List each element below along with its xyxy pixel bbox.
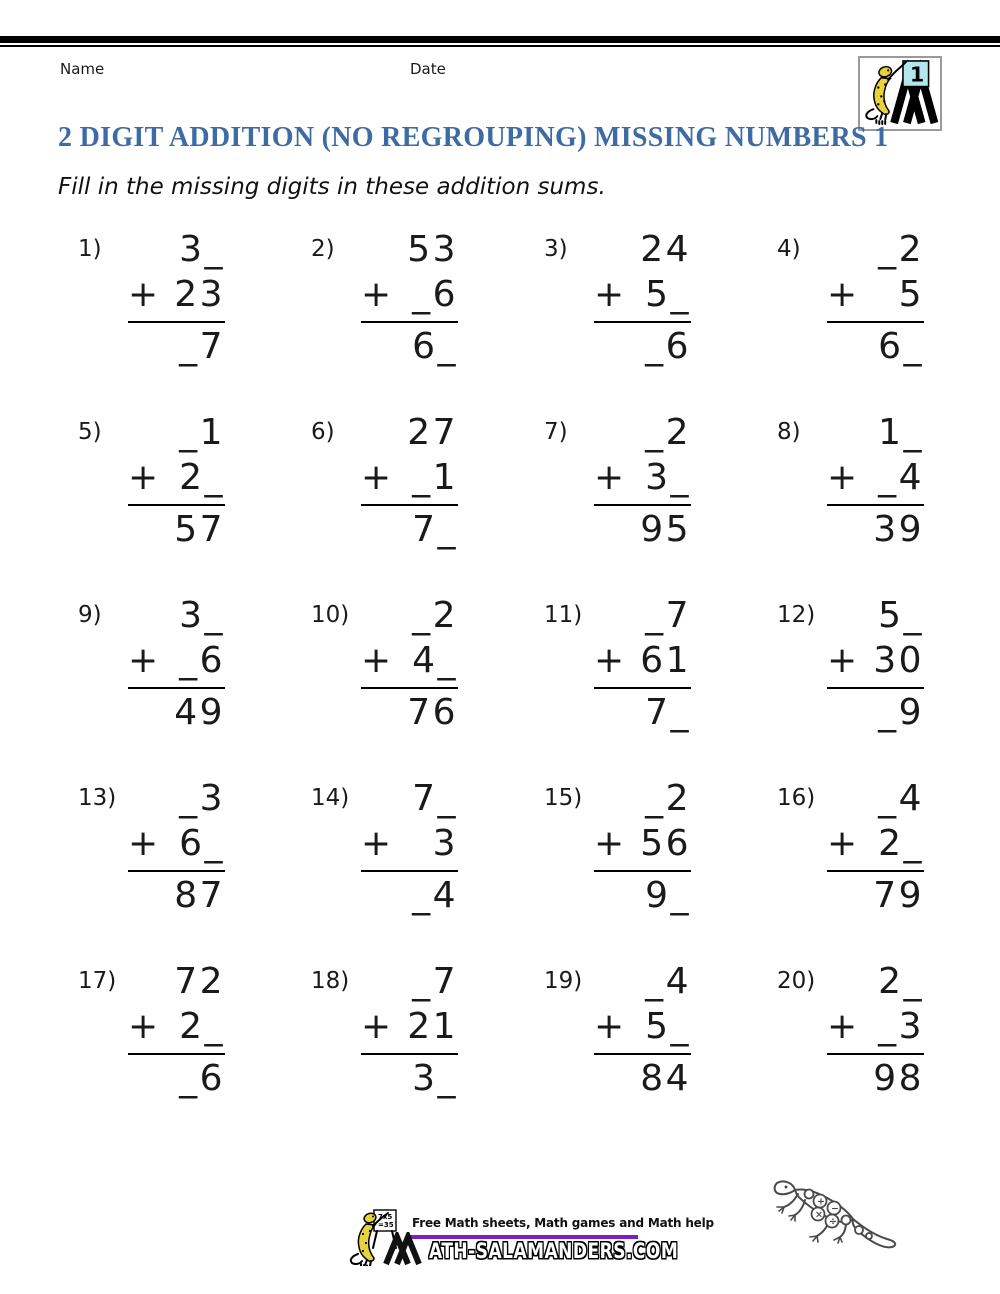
addend: 5_ (645, 274, 691, 315)
top-operand: 2_ (878, 961, 924, 1002)
plus-sign: + (361, 274, 394, 315)
top-rule (0, 36, 1000, 47)
answer: 39 (873, 509, 924, 550)
addend: _4 (878, 457, 924, 498)
addition-problem (526, 960, 759, 1143)
top-operand: _7 (412, 961, 458, 1002)
problem-number: 12) (777, 602, 816, 628)
addition-problem (293, 594, 526, 777)
problem-stack (361, 960, 458, 1102)
plus-sign: + (361, 1006, 394, 1047)
plus-sign: + (361, 457, 394, 498)
addition-problem (526, 777, 759, 960)
plus-sign: + (827, 1006, 860, 1047)
addend: 56 (640, 823, 691, 864)
problem-number: 6) (311, 419, 335, 445)
problem-number: 17) (78, 968, 117, 994)
problem-stack (361, 594, 458, 736)
addition-problem (60, 411, 293, 594)
plus-sign: + (594, 457, 627, 498)
gecko-spot-symbol: + (817, 1196, 825, 1208)
top-operand: _3 (179, 778, 225, 819)
problem-stack (594, 228, 691, 370)
answer: 79 (873, 875, 924, 916)
addend: 2_ (179, 457, 225, 498)
problem-stack (128, 777, 225, 919)
addition-problem (293, 777, 526, 960)
answer: 95 (640, 509, 691, 550)
problem-number: 19) (544, 968, 583, 994)
problem-number: 5) (78, 419, 102, 445)
addend: 6_ (179, 823, 225, 864)
top-operand: 5_ (878, 595, 924, 636)
footer-tagline: Free Math sheets, Math games and Math help (412, 1216, 714, 1230)
problem-stack (827, 777, 924, 919)
problem-number: 7) (544, 419, 568, 445)
answer: 9_ (645, 875, 691, 916)
gecko-spot-symbol: × (815, 1209, 823, 1221)
top-operand: _7 (645, 595, 691, 636)
gecko-icon (772, 1163, 907, 1262)
top-operand: _2 (878, 229, 924, 270)
addition-problem (60, 594, 293, 777)
plus-sign: + (827, 457, 860, 498)
problem-stack (361, 777, 458, 919)
name-label: Name (60, 60, 105, 78)
addend: _6 (179, 640, 225, 681)
addition-problem (60, 777, 293, 960)
answer: 6_ (412, 326, 458, 367)
problem-number: 11) (544, 602, 583, 628)
top-operand: 53 (407, 229, 458, 270)
addition-problem (293, 228, 526, 411)
problem-number: 8) (777, 419, 801, 445)
answer: 3_ (412, 1058, 458, 1099)
addend: 30 (873, 640, 924, 681)
answer: 7_ (412, 509, 458, 550)
problem-stack (594, 594, 691, 736)
addition-problem (759, 594, 992, 777)
top-operand: 1_ (878, 412, 924, 453)
top-operand: 27 (407, 412, 458, 453)
top-operand: 24 (640, 229, 691, 270)
answer: 57 (174, 509, 225, 550)
top-operand: 3_ (179, 595, 225, 636)
top-operand: 7_ (412, 778, 458, 819)
addend: 61 (640, 640, 691, 681)
addition-problem (526, 411, 759, 594)
plus-sign: + (827, 823, 860, 864)
answer: 49 (174, 692, 225, 733)
problem-stack (594, 777, 691, 919)
problem-stack (827, 594, 924, 736)
problem-number: 15) (544, 785, 583, 811)
answer: 76 (407, 692, 458, 733)
plus-sign: + (594, 640, 627, 681)
addend: 5 (898, 274, 924, 315)
problem-stack (128, 960, 225, 1102)
answer: 98 (873, 1058, 924, 1099)
addition-problem (60, 228, 293, 411)
addition-problem (526, 228, 759, 411)
addition-problem (759, 411, 992, 594)
top-operand: _1 (179, 412, 225, 453)
top-operand: _2 (645, 778, 691, 819)
addition-problem (60, 960, 293, 1143)
plus-sign: + (594, 1006, 627, 1047)
problem-number: 3) (544, 236, 568, 262)
answer: _7 (179, 326, 225, 367)
plus-sign: + (361, 640, 394, 681)
instruction-text: Fill in the missing digits in these addition sums. (58, 174, 606, 200)
problem-stack (827, 411, 924, 553)
answer: _6 (645, 326, 691, 367)
plus-sign: + (128, 457, 161, 498)
gecko-spot-symbol: ÷ (829, 1216, 837, 1228)
problem-stack (128, 594, 225, 736)
problem-number: 9) (78, 602, 102, 628)
problem-stack (827, 960, 924, 1102)
wordmark-rest: ATH-SALAMANDERS.COM (429, 1239, 679, 1264)
problem-number: 2) (311, 236, 335, 262)
problem-number: 20) (777, 968, 816, 994)
problem-stack (128, 411, 225, 553)
problem-number: 10) (311, 602, 350, 628)
top-operand: _4 (878, 778, 924, 819)
plus-sign: + (827, 640, 860, 681)
addend: _3 (878, 1006, 924, 1047)
problem-stack (594, 960, 691, 1102)
answer: _4 (412, 875, 458, 916)
addition-problem (759, 960, 992, 1143)
plus-sign: + (361, 823, 394, 864)
addition-problem (293, 960, 526, 1143)
plus-sign: + (827, 274, 860, 315)
addition-problem (759, 777, 992, 960)
plus-sign: + (128, 823, 161, 864)
answer: 7_ (645, 692, 691, 733)
problem-stack (827, 228, 924, 370)
problem-stack (594, 411, 691, 553)
answer: _9 (878, 692, 924, 733)
plus-sign: + (594, 274, 627, 315)
answer: 6_ (878, 326, 924, 367)
top-operand: _2 (412, 595, 458, 636)
addend: 3_ (645, 457, 691, 498)
answer: _6 (179, 1058, 225, 1099)
board-line-2: =35 (378, 1221, 394, 1229)
answer: 87 (174, 875, 225, 916)
plus-sign: + (128, 1006, 161, 1047)
top-operand: 3_ (179, 229, 225, 270)
top-operand: _4 (645, 961, 691, 1002)
answer: 84 (640, 1058, 691, 1099)
addend: 23 (174, 274, 225, 315)
plus-sign: + (128, 274, 161, 315)
top-operand: 72 (174, 961, 225, 1002)
addend: 2_ (179, 1006, 225, 1047)
date-label: Date (410, 60, 446, 78)
addend: 5_ (645, 1006, 691, 1047)
problem-stack (361, 411, 458, 553)
addend: 2_ (878, 823, 924, 864)
problem-number: 16) (777, 785, 816, 811)
problem-stack (361, 228, 458, 370)
problem-number: 1) (78, 236, 102, 262)
plus-sign: + (594, 823, 627, 864)
site-wordmark (429, 1239, 678, 1264)
addend: _1 (412, 457, 458, 498)
problem-number: 14) (311, 785, 350, 811)
wordmark-m-icon (382, 1232, 428, 1270)
addend: 4_ (412, 640, 458, 681)
addition-problem (526, 594, 759, 777)
board-line-1: 7x5 (378, 1213, 393, 1221)
addition-problem (759, 228, 992, 411)
problem-number: 13) (78, 785, 117, 811)
gecko-spot-symbol: − (831, 1203, 839, 1215)
addend: 21 (407, 1006, 458, 1047)
salamander-logo-icon (861, 58, 939, 125)
addend: 3 (432, 823, 458, 864)
problems-grid (60, 228, 992, 1143)
addend: _6 (412, 274, 458, 315)
logo-card-number: 1 (909, 62, 925, 87)
problem-number: 4) (777, 236, 801, 262)
problem-stack (128, 228, 225, 370)
addition-problem (293, 411, 526, 594)
top-operand: _2 (645, 412, 691, 453)
problem-number: 18) (311, 968, 350, 994)
page-title: 2 DIGIT ADDITION (NO REGROUPING) MISSING NUMBERS 1 (58, 122, 889, 153)
plus-sign: + (128, 640, 161, 681)
worksheet-logo (858, 56, 942, 131)
